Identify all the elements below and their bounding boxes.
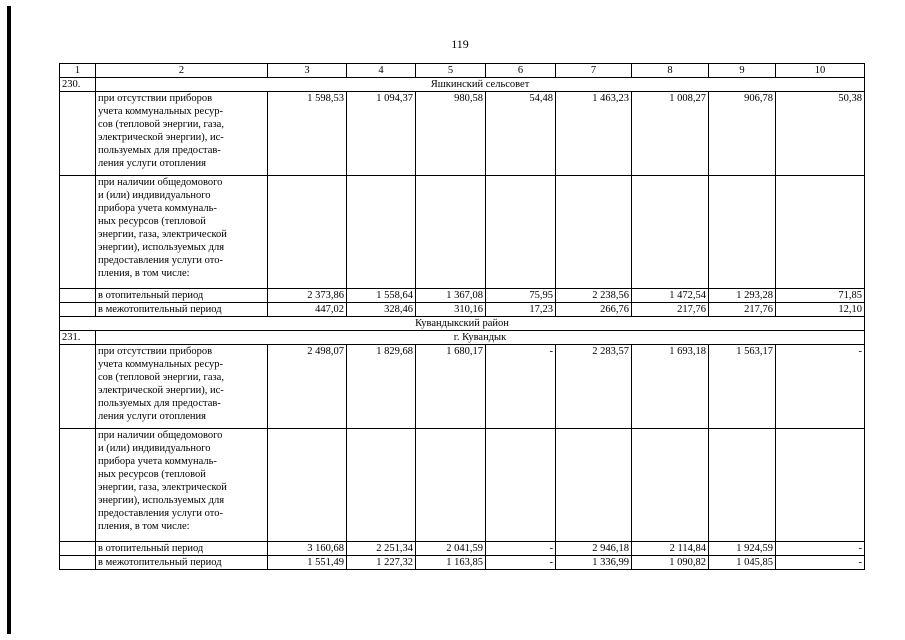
row-label-text: в отопительный период [98, 543, 204, 554]
value-cell: 1 829,68 [347, 345, 416, 429]
value-cell: - [776, 556, 865, 570]
row-label [96, 429, 268, 542]
value-cell: 447,02 [268, 303, 347, 317]
value-cell: 1 045,85 [709, 556, 776, 570]
section-title: Яшкинский сельсовет [96, 78, 865, 92]
value-cell: - [486, 556, 556, 570]
column-number-cell: 1 [60, 64, 96, 78]
value-cell: 1 090,82 [632, 556, 709, 570]
row-label [96, 542, 268, 556]
district-row [60, 317, 865, 331]
value-cell: 1 367,08 [416, 289, 486, 303]
value-cell: 2 946,18 [556, 542, 632, 556]
value-cell [347, 429, 416, 542]
value-cell: 54,48 [486, 92, 556, 176]
data-row [60, 92, 865, 176]
value-cell: 75,95 [486, 289, 556, 303]
value-cell: - [486, 345, 556, 429]
value-cell: 2 238,56 [556, 289, 632, 303]
data-row [60, 345, 865, 429]
row-label-text: при наличии общедомового и (или) индивидуального прибора учета коммуналь- ных ресурсов (тепловой энергии, газа, электрической энергии), используемых для предоставления услуги ото- пления, в том числе: [98, 430, 227, 532]
tariff-table [59, 63, 865, 570]
value-cell [632, 429, 709, 542]
value-cell: 1 924,59 [709, 542, 776, 556]
row-label-text: в межотопительный период [98, 557, 222, 568]
value-cell: 1 472,54 [632, 289, 709, 303]
row-label-text: при отсутствии приборов учета коммунальных ресур- сов (тепловой энергии, газа, электрической энергии), ис- пользуемых для предостав- ления услуги отопления [98, 346, 224, 422]
value-cell: 1 008,27 [632, 92, 709, 176]
value-cell: 1 598,53 [268, 92, 347, 176]
data-row [60, 429, 865, 542]
value-cell [268, 176, 347, 289]
empty-index-cell [60, 345, 96, 429]
data-row [60, 176, 865, 289]
value-cell [556, 429, 632, 542]
value-cell: 1 163,85 [416, 556, 486, 570]
row-label-text: при наличии общедомового и (или) индивидуального прибора учета коммуналь- ных ресурсов (тепловой энергии, газа, электрической энергии), используемых для предоставления услуги ото- пления, в том числе: [98, 177, 227, 279]
column-number-row [60, 64, 865, 78]
column-number-cell: 10 [776, 64, 865, 78]
value-cell: 2 114,84 [632, 542, 709, 556]
empty-index-cell [60, 556, 96, 570]
empty-index-cell [60, 303, 96, 317]
value-cell: 1 463,23 [556, 92, 632, 176]
data-row [60, 542, 865, 556]
value-cell [632, 176, 709, 289]
value-cell [776, 429, 865, 542]
value-cell [709, 429, 776, 542]
value-cell: - [776, 345, 865, 429]
data-row [60, 303, 865, 317]
value-cell: 3 160,68 [268, 542, 347, 556]
value-cell: 2 498,07 [268, 345, 347, 429]
data-row [60, 556, 865, 570]
value-cell: 1 293,28 [709, 289, 776, 303]
value-cell: 266,76 [556, 303, 632, 317]
row-label [96, 303, 268, 317]
value-cell: 2 373,86 [268, 289, 347, 303]
row-index: 230. [60, 78, 96, 92]
value-cell: 50,38 [776, 92, 865, 176]
column-number-cell: 5 [416, 64, 486, 78]
empty-index-cell [60, 289, 96, 303]
value-cell: 1 563,17 [709, 345, 776, 429]
empty-index-cell [60, 542, 96, 556]
section-header-row [60, 331, 865, 345]
value-cell: 71,85 [776, 289, 865, 303]
value-cell: 2 041,59 [416, 542, 486, 556]
row-label [96, 92, 268, 176]
empty-index-cell [60, 429, 96, 542]
empty-index-cell [60, 176, 96, 289]
column-number-cell: 8 [632, 64, 709, 78]
value-cell: 1 680,17 [416, 345, 486, 429]
value-cell: 217,76 [632, 303, 709, 317]
row-label-text: в отопительный период [98, 290, 204, 301]
value-cell: 1 227,32 [347, 556, 416, 570]
value-cell: 2 251,34 [347, 542, 416, 556]
value-cell [268, 429, 347, 542]
value-cell: 17,23 [486, 303, 556, 317]
column-number-cell: 6 [486, 64, 556, 78]
value-cell [416, 176, 486, 289]
value-cell: 12,10 [776, 303, 865, 317]
section-header-row [60, 78, 865, 92]
row-index: 231. [60, 331, 96, 345]
value-cell [416, 429, 486, 542]
column-number-cell: 7 [556, 64, 632, 78]
row-label [96, 176, 268, 289]
empty-index-cell [60, 92, 96, 176]
value-cell: 1 094,37 [347, 92, 416, 176]
value-cell: 310,16 [416, 303, 486, 317]
value-cell: 2 283,57 [556, 345, 632, 429]
row-label [96, 289, 268, 303]
column-number-cell: 2 [96, 64, 268, 78]
value-cell: - [776, 542, 865, 556]
binding-margin-bar [7, 6, 11, 634]
value-cell: 906,78 [709, 92, 776, 176]
row-label-text: в межотопительный период [98, 304, 222, 315]
row-label-text: при отсутствии приборов учета коммунальных ресур- сов (тепловой энергии, газа, электрической энергии), ис- пользуемых для предостав- ления услуги отопления [98, 93, 224, 169]
value-cell: 1 558,64 [347, 289, 416, 303]
value-cell [347, 176, 416, 289]
value-cell [486, 429, 556, 542]
section-title: г. Кувандык [96, 331, 865, 345]
value-cell: 1 336,99 [556, 556, 632, 570]
column-number-cell: 4 [347, 64, 416, 78]
data-row [60, 289, 865, 303]
value-cell: 1 693,18 [632, 345, 709, 429]
value-cell [486, 176, 556, 289]
value-cell: 1 551,49 [268, 556, 347, 570]
column-number-cell: 3 [268, 64, 347, 78]
value-cell: 217,76 [709, 303, 776, 317]
value-cell [776, 176, 865, 289]
value-cell: - [486, 542, 556, 556]
value-cell [556, 176, 632, 289]
column-number-cell: 9 [709, 64, 776, 78]
value-cell: 328,46 [347, 303, 416, 317]
page-number: 119 [451, 37, 469, 51]
district-title: Кувандыкский район [60, 317, 865, 331]
value-cell [709, 176, 776, 289]
row-label [96, 345, 268, 429]
row-label [96, 556, 268, 570]
value-cell: 980,58 [416, 92, 486, 176]
